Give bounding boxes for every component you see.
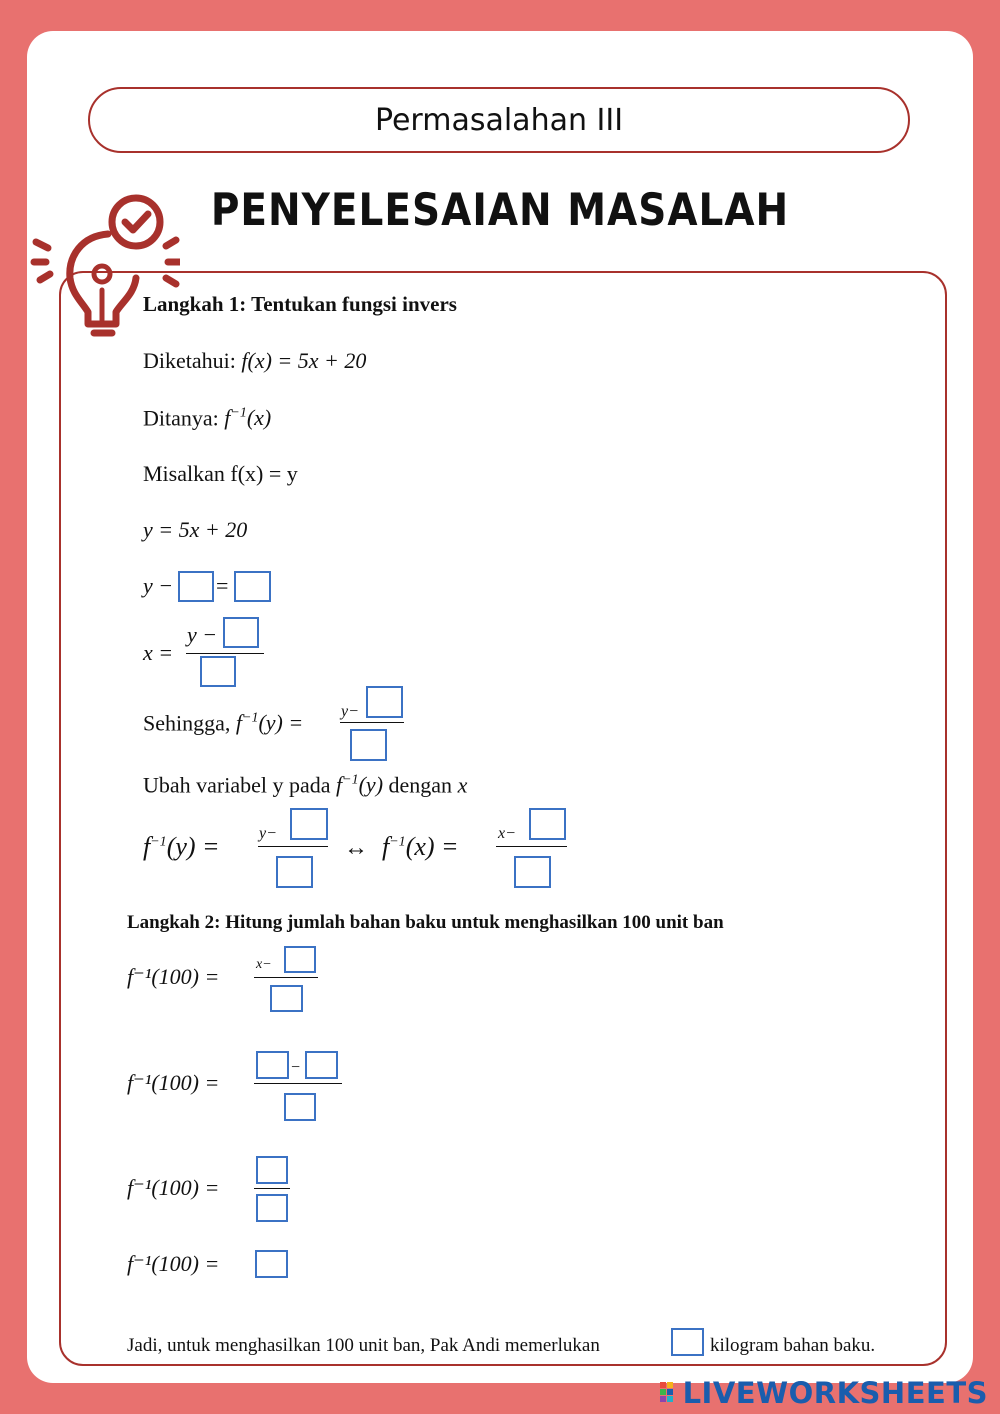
change-line — [143, 774, 467, 796]
step2-lhs: f⁻¹(100) = — [127, 1251, 220, 1276]
so-expression: $f^{-1}(y)$ = — [235, 710, 304, 736]
answer-box[interactable] — [529, 808, 566, 840]
solution-panel — [59, 271, 947, 1366]
so-label: Sehingga, — [143, 710, 236, 736]
conclusion-before: Jadi, untuk menghasilkan 100 unit ban, Pak Andi memerlukan — [127, 1335, 600, 1356]
answer-box[interactable] — [178, 571, 214, 602]
step1-heading: Langkah 1: Tentukan fungsi invers — [143, 292, 457, 316]
equation-1: y = 5x + 20 — [143, 517, 248, 542]
equation-3-lhs: x = — [143, 640, 174, 665]
brand-name: LIVEWORKSHEETS — [682, 1376, 988, 1410]
fraction-bar — [186, 653, 264, 654]
asked-label: Ditanya: — [143, 405, 225, 431]
answer-box[interactable] — [200, 656, 236, 687]
answer-box[interactable] — [256, 1156, 288, 1184]
answer-box[interactable] — [366, 686, 403, 718]
page-title: PENYELESAIAN MASALAH — [210, 184, 790, 237]
answer-box[interactable] — [256, 1194, 288, 1222]
minus-sign: − — [291, 1059, 301, 1076]
let-line: Misalkan f(x) = y — [143, 461, 298, 486]
answer-box[interactable] — [234, 571, 271, 602]
numerator-text: x− — [256, 957, 272, 972]
change-text: Ubah variabel y pada — [143, 772, 331, 798]
answer-box[interactable] — [255, 1250, 288, 1278]
given-expression: f(x) = 5x + 20 — [241, 348, 367, 373]
answer-box[interactable] — [276, 856, 313, 888]
answer-box[interactable] — [270, 985, 303, 1012]
step2-heading: Langkah 2: Hitung jumlah bahan baku untuk menghasilkan 100 unit ban — [127, 912, 724, 933]
equation-2: y − — [143, 573, 174, 598]
answer-box[interactable] — [290, 808, 328, 840]
fraction-bar — [254, 977, 318, 978]
answer-box[interactable] — [284, 946, 316, 973]
fraction-bar — [258, 846, 328, 847]
liveworksheets-mark-icon — [659, 1380, 681, 1406]
topic-label: Permasalahan III — [374, 102, 624, 138]
numerator-text: y− — [341, 703, 359, 720]
equals-sign: = — [216, 573, 229, 598]
answer-box[interactable] — [514, 856, 551, 888]
answer-box[interactable] — [350, 729, 387, 761]
final-inverse-x: $f^{-1}(x)$ = — [382, 832, 459, 861]
step2-lhs: f⁻¹(100) = — [127, 1070, 220, 1095]
step2-lhs: f⁻¹(100) = — [127, 964, 220, 989]
answer-box[interactable] — [256, 1051, 289, 1079]
variable-x: x — [457, 772, 468, 798]
asked-expression: $f^{-1}(x)$ — [224, 405, 272, 431]
answer-box[interactable] — [305, 1051, 338, 1079]
topic-banner — [88, 87, 910, 153]
answer-box[interactable] — [671, 1328, 704, 1356]
answer-box[interactable] — [223, 617, 259, 648]
change-tail: dengan — [388, 772, 453, 798]
equivalence-arrow: ↔ — [344, 835, 368, 861]
numerator-text: y − — [187, 622, 218, 647]
lightbulb-check-icon — [30, 192, 180, 352]
change-expression: $f^{-1}(y)$ — [336, 772, 384, 798]
given-line — [143, 350, 366, 372]
numerator-text: y− — [259, 825, 277, 842]
fraction-bar — [254, 1083, 342, 1084]
final-inverse-y: $f^{-1}(y)$ = — [143, 832, 220, 861]
conclusion-after: kilogram bahan baku. — [710, 1335, 876, 1356]
liveworksheets-logo — [659, 1376, 988, 1410]
answer-box[interactable] — [284, 1093, 316, 1121]
fraction-bar — [496, 846, 567, 847]
numerator-text: x− — [498, 825, 516, 842]
fraction-bar — [340, 722, 404, 723]
given-label: Diketahui: — [143, 348, 242, 373]
so-line — [143, 712, 303, 734]
step2-lhs: f⁻¹(100) = — [127, 1175, 220, 1200]
fraction-bar — [254, 1188, 290, 1189]
asked-line — [143, 407, 271, 429]
